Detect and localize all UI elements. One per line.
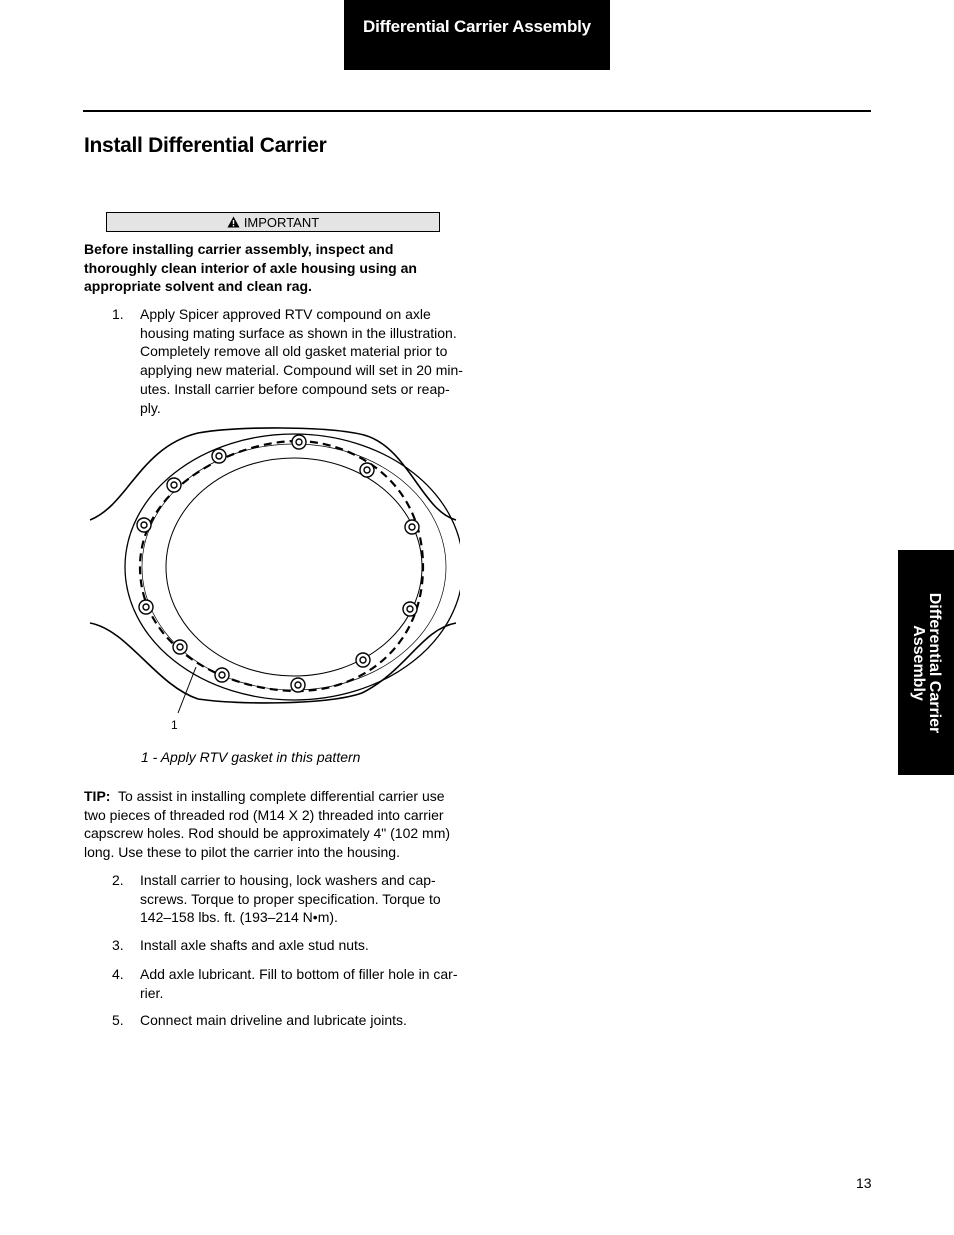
flange-inner-ring (142, 444, 446, 690)
warning-triangle-icon (227, 216, 240, 228)
step-number: 4. (112, 966, 124, 982)
step-text: Add axle lubricant. Fill to bottom of filler hole in car- rier. (140, 966, 458, 1001)
step-number: 3. (112, 937, 124, 953)
page-number: 13 (856, 1175, 872, 1191)
step-item (112, 1011, 467, 1030)
header-rule (83, 110, 871, 112)
carrier-housing-diagram (88, 425, 460, 735)
side-tab-line-1: Differential Carrier (926, 592, 943, 733)
tip-label: TIP: (84, 788, 111, 804)
step-item (112, 965, 467, 1002)
carrier-opening (166, 458, 422, 676)
figure-caption: 1 - Apply RTV gasket in this pattern (141, 749, 361, 765)
rtv-pattern-illustration (88, 425, 460, 735)
step-item (112, 871, 467, 927)
chapter-side-tab (898, 550, 954, 775)
step-item (112, 936, 467, 955)
step-item (112, 305, 467, 417)
callout-number: 1 (171, 718, 178, 732)
step-text: Install axle shafts and axle stud nuts. (140, 937, 369, 953)
step-number: 5. (112, 1012, 124, 1028)
step-text: Connect main driveline and lubricate joints. (140, 1012, 407, 1028)
housing-outline-top (90, 428, 456, 520)
step-number: 1. (112, 306, 124, 322)
side-tab-line-2: Assembly (910, 624, 927, 701)
important-text: Before installing carrier assembly, inspect and thoroughly clean interior of axle housing using an appropriate solvent and clean rag. (84, 241, 417, 295)
step-number: 2. (112, 872, 124, 888)
tip-paragraph (84, 787, 456, 862)
bolt-holes (137, 435, 419, 692)
chapter-header-label: Differential Carrier Assembly (363, 17, 591, 36)
important-label: IMPORTANT (243, 214, 320, 230)
important-banner (106, 212, 440, 232)
step-text: Install carrier to housing, lock washers and cap- screws. Torque to proper specification. Torque to 142–158 lbs. ft. (193–214 N•m). (140, 872, 441, 926)
housing-outline-bottom (90, 623, 456, 703)
tip-text: To assist in installing complete differential carrier use two pieces of threaded rod (M14 X 2) threaded into carrier capscrew holes. Rod should be approximately 4" (102 mm) long. Use these to pilot the carrier into the housing. (84, 788, 451, 861)
step-text: Apply Spicer approved RTV compound on axle housing mating surface as shown in the illustration. Completely remove all old gasket material prior to applying new material. Compound will set in 20 min- utes. Install carrier before compound sets or reap- ply. (140, 306, 463, 416)
section-title: Install Differential Carrier (84, 134, 327, 157)
side-tab-label (910, 592, 942, 733)
chapter-header-tab (344, 0, 610, 70)
